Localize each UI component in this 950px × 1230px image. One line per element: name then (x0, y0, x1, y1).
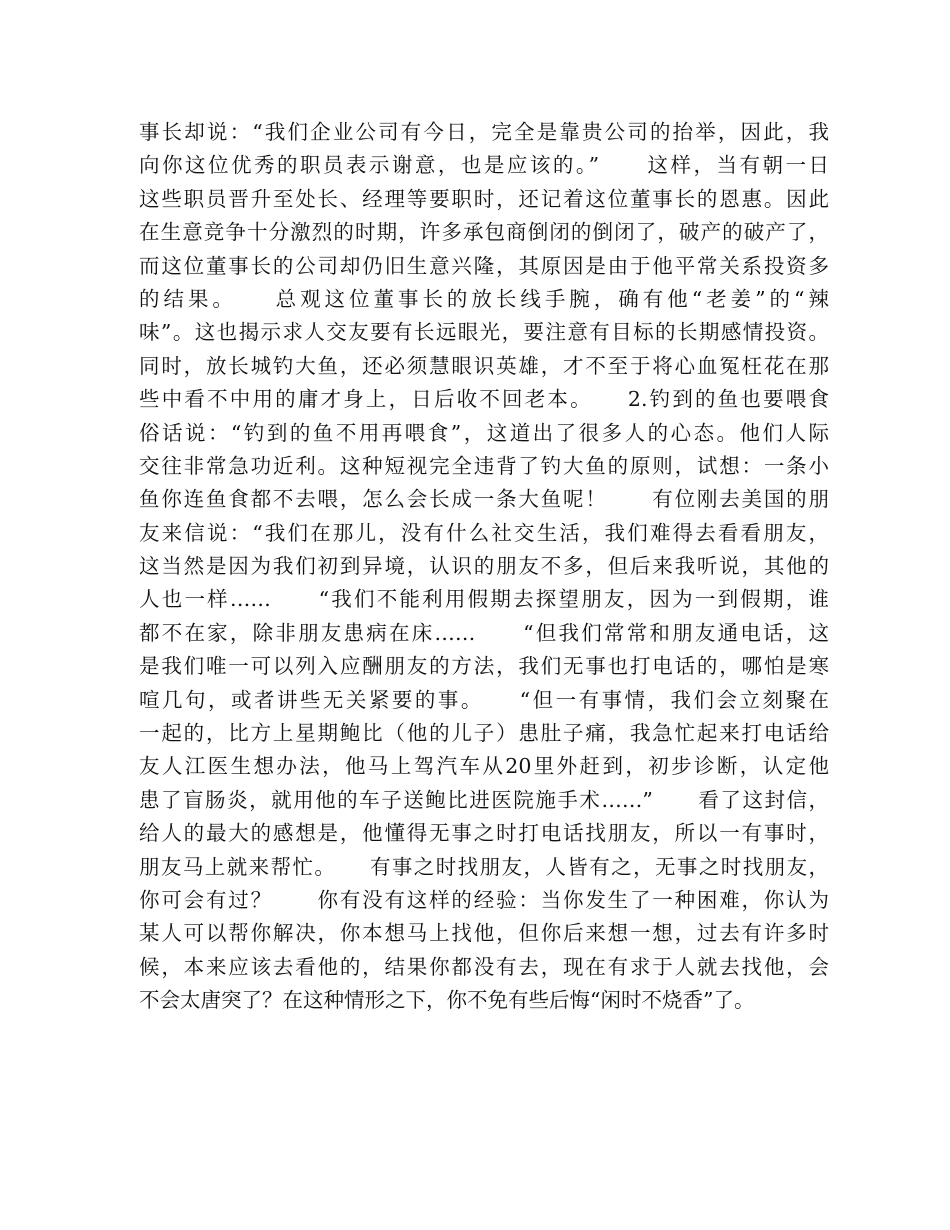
text-line: 向你这位优秀的职员表示谢意，也是应该的。” 这样，当有朝一日 (139, 153, 829, 178)
text-line: 都不在家，除非朋友患病在床…… “但我们常常和朋友通电话，这 (139, 620, 829, 645)
text-line: 患了盲肠炎，就用他的车子送鲍比进医院施手术……” 看了这封信， (139, 787, 829, 812)
body-text (139, 116, 829, 1018)
text-line: 给人的最大的感想是，他懂得无事之时打电话找朋友，所以一有事时， (139, 821, 829, 846)
text-line: 朋友马上就来帮忙。 有事之时找朋友，人皆有之，无事之时找朋友， (139, 854, 829, 879)
text-line: 同时，放长城钓大鱼，还必须慧眼识英雄，才不至于将心血冤枉花在那 (139, 353, 829, 378)
text-line: 事长却说：“我们企业公司有今日，完全是靠贵公司的抬举，因此，我 (139, 120, 829, 144)
text-line: 交往非常急功近利。这种短视完全违背了钓大鱼的原则，试想：一条小 (139, 453, 829, 478)
text-line: 是我们唯一可以列入应酬朋友的方法，我们无事也打电话的，哪怕是寒 (139, 654, 829, 679)
text-line: 你可会有过？ 你有没有这样的经验：当你发生了一种困难，你认为 (139, 887, 829, 912)
text-line: 在生意竞争十分激烈的时期，许多承包商倒闭的倒闭了，破产的破产了， (139, 220, 829, 245)
text-line: 人也一样…… “我们不能利用假期去探望朋友，因为一到假期，谁 (139, 587, 829, 612)
text-line: 这当然是因为我们初到异境，认识的朋友不多，但后来我听说，其他的 (139, 554, 829, 579)
text-line: 一起的，比方上星期鲍比（他的儿子）患肚子痛，我急忙起来打电话给 (139, 721, 829, 746)
text-line: 喧几句，或者讲些无关紧要的事。 “但一有事情，我们会立刻聚在 (139, 687, 829, 712)
text-line: 某人可以帮你解决，你本想马上找他，但你后来想一想，过去有许多时 (139, 921, 829, 946)
text-line: 俗话说：“钓到的鱼不用再喂食”，这道出了很多人的心态。他们人际 (139, 420, 829, 445)
text-line: 而这位董事长的公司却仍旧生意兴隆，其原因是由于他平常关系投资多 (139, 253, 829, 278)
text-line: 鱼你连鱼食都不去喂，怎么会长成一条大鱼呢！ 有位刚去美国的朋 (139, 487, 829, 512)
text-line: 的结果。 总观这位董事长的放长线手腕，确有他“老姜”的“辣 (139, 286, 829, 311)
text-line: 友人江医生想办法，他马上驾汽车从20里外赶到，初步诊断，认定他 (139, 754, 829, 779)
text-line: 味”。这也揭示求人交友要有长远眼光，要注意有目标的长期感情投资。 (139, 320, 829, 345)
text-line: 候，本来应该去看他的，结果你都没有去，现在有求于人就去找他，会 (139, 954, 829, 979)
text-line: 友来信说：“我们在那儿，没有什么社交生活，我们难得去看看朋友， (139, 520, 829, 545)
text-line: 些中看不中用的庸才身上，日后收不回老本。 2.钓到的鱼也要喂食 (139, 387, 829, 412)
text-line: 这些职员晋升至处长、经理等要职时，还记着这位董事长的恩惠。因此 (139, 186, 829, 211)
text-line: 不会太唐突了？在这种情形之下，你不免有些后悔“闲时不烧香”了。 (139, 988, 755, 1013)
